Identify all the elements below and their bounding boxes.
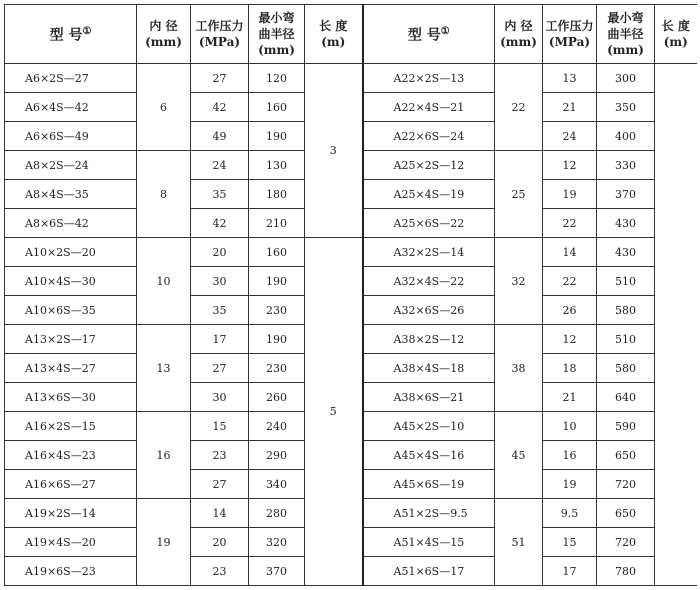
pressure-cell: 14 [191,499,249,528]
inner-diameter-cell-right: 45 [495,412,543,499]
inner-diameter-header: 内 径 (mm) [137,5,191,64]
pressure-cell-right: 14 [543,238,597,267]
pressure-cell: 42 [191,93,249,122]
model-cell: A16×4S—23 [5,441,137,470]
model-cell: A13×6S—30 [5,383,137,412]
length-cell-right [655,64,697,586]
model-cell-right: A22×2S—13 [363,64,495,93]
model-cell-right: A51×4S—15 [363,528,495,557]
model-cell-right: A45×4S—16 [363,441,495,470]
inner-diameter-header-right: 内 径 (mm) [495,5,543,64]
bend-radius-cell: 180 [249,180,305,209]
pressure-header-right: 工作压力 (MPa) [543,5,597,64]
pressure-cell-right: 22 [543,209,597,238]
pressure-header: 工作压力 (MPa) [191,5,249,64]
pressure-cell-right: 12 [543,325,597,354]
pressure-cell-right: 17 [543,557,597,586]
model-cell-right: A22×6S—24 [363,122,495,151]
model-cell: A8×2S—24 [5,151,137,180]
bend-radius-cell-right: 720 [597,470,655,499]
pressure-cell: 23 [191,557,249,586]
model-cell-right: A25×2S—12 [363,151,495,180]
bend-radius-header-right: 最小弯 曲半径 (mm) [597,5,655,64]
bend-radius-cell-right: 720 [597,528,655,557]
bend-radius-cell-right: 330 [597,151,655,180]
model-cell: A16×2S—15 [5,412,137,441]
bend-radius-cell: 340 [249,470,305,499]
model-cell: A13×4S—27 [5,354,137,383]
inner-diameter-cell: 8 [137,151,191,238]
table-row [5,238,697,267]
model-cell: A8×4S—35 [5,180,137,209]
model-cell: A10×6S—35 [5,296,137,325]
model-cell-right: A51×6S—17 [363,557,495,586]
pressure-cell-right: 26 [543,296,597,325]
pressure-cell: 30 [191,383,249,412]
inner-diameter-cell-right: 32 [495,238,543,325]
model-cell-right: A25×4S—19 [363,180,495,209]
inner-diameter-cell: 19 [137,499,191,586]
model-cell: A13×2S—17 [5,325,137,354]
bend-radius-cell-right: 580 [597,354,655,383]
bend-radius-cell: 290 [249,441,305,470]
bend-radius-cell-right: 580 [597,296,655,325]
inner-diameter-cell: 6 [137,64,191,151]
bend-radius-cell-right: 350 [597,93,655,122]
bend-radius-cell: 240 [249,412,305,441]
bend-radius-cell-right: 430 [597,209,655,238]
model-cell: A19×4S—20 [5,528,137,557]
length-header-right: 长 度 (m) [655,5,697,64]
length-header: 长 度 (m) [305,5,363,64]
bend-radius-cell-right: 300 [597,64,655,93]
inner-diameter-cell-right: 38 [495,325,543,412]
bend-radius-cell: 160 [249,93,305,122]
model-cell: A10×4S—30 [5,267,137,296]
pressure-cell: 30 [191,267,249,296]
model-cell-right: A32×4S—22 [363,267,495,296]
model-cell-right: A38×4S—18 [363,354,495,383]
table-body [5,64,697,586]
model-cell: A19×2S—14 [5,499,137,528]
pressure-cell: 24 [191,151,249,180]
bend-radius-cell: 190 [249,267,305,296]
pressure-cell-right: 16 [543,441,597,470]
bend-radius-header: 最小弯 曲半径 (mm) [249,5,305,64]
bend-radius-cell: 260 [249,383,305,412]
inner-diameter-cell: 16 [137,412,191,499]
bend-radius-cell: 130 [249,151,305,180]
length-cell: 3 [305,64,363,238]
model-cell: A6×6S—49 [5,122,137,151]
model-cell-right: A45×2S—10 [363,412,495,441]
model-cell-right: A32×2S—14 [363,238,495,267]
table-row [5,64,697,93]
inner-diameter-cell: 13 [137,325,191,412]
pressure-cell: 17 [191,325,249,354]
pressure-cell-right: 22 [543,267,597,296]
bend-radius-cell: 230 [249,354,305,383]
bend-radius-cell: 190 [249,122,305,151]
model-cell: A16×6S—27 [5,470,137,499]
pressure-cell: 49 [191,122,249,151]
model-cell-right: A38×2S—12 [363,325,495,354]
pressure-cell-right: 13 [543,64,597,93]
model-cell-right: A51×2S—9.5 [363,499,495,528]
inner-diameter-cell-right: 51 [495,499,543,586]
bend-radius-cell: 370 [249,557,305,586]
bend-radius-cell-right: 430 [597,238,655,267]
bend-radius-cell: 230 [249,296,305,325]
pressure-cell-right: 21 [543,93,597,122]
model-cell: A19×6S—23 [5,557,137,586]
bend-radius-cell: 160 [249,238,305,267]
model-cell-right: A45×6S—19 [363,470,495,499]
pressure-cell: 23 [191,441,249,470]
pressure-cell: 27 [191,354,249,383]
bend-radius-cell-right: 510 [597,267,655,296]
bend-radius-cell-right: 510 [597,325,655,354]
model-cell-right: A32×6S—26 [363,296,495,325]
pressure-cell-right: 19 [543,180,597,209]
pressure-cell: 35 [191,180,249,209]
pressure-cell-right: 18 [543,354,597,383]
pressure-cell: 35 [191,296,249,325]
inner-diameter-cell: 10 [137,238,191,325]
pressure-cell-right: 19 [543,470,597,499]
bend-radius-cell: 320 [249,528,305,557]
model-cell: A6×4S—42 [5,93,137,122]
pressure-cell-right: 24 [543,122,597,151]
pressure-cell-right: 9.5 [543,499,597,528]
bend-radius-cell-right: 650 [597,499,655,528]
model-cell-right: A25×6S—22 [363,209,495,238]
model-cell-right: A38×6S—21 [363,383,495,412]
pressure-cell-right: 15 [543,528,597,557]
bend-radius-cell-right: 590 [597,412,655,441]
bend-radius-cell: 280 [249,499,305,528]
model-header-right: 型 号① [363,5,495,64]
pressure-cell-right: 10 [543,412,597,441]
model-header: 型 号① [5,5,137,64]
inner-diameter-cell-right: 25 [495,151,543,238]
bend-radius-cell: 190 [249,325,305,354]
table-header [5,5,697,64]
model-cell: A8×6S—42 [5,209,137,238]
model-cell-right: A22×4S—21 [363,93,495,122]
bend-radius-cell-right: 370 [597,180,655,209]
bend-radius-cell-right: 780 [597,557,655,586]
pressure-cell-right: 12 [543,151,597,180]
pressure-cell: 15 [191,412,249,441]
bend-radius-cell-right: 640 [597,383,655,412]
inner-diameter-cell-right: 22 [495,64,543,151]
length-cell: 5 [305,238,363,586]
model-cell: A10×2S—20 [5,238,137,267]
pressure-cell: 27 [191,470,249,499]
bend-radius-cell-right: 650 [597,441,655,470]
bend-radius-cell-right: 400 [597,122,655,151]
pressure-cell: 20 [191,238,249,267]
model-cell: A6×2S—27 [5,64,137,93]
bend-radius-cell: 210 [249,209,305,238]
hose-spec-table [4,4,697,586]
pressure-cell: 27 [191,64,249,93]
bend-radius-cell: 120 [249,64,305,93]
pressure-cell-right: 21 [543,383,597,412]
pressure-cell: 42 [191,209,249,238]
pressure-cell: 20 [191,528,249,557]
